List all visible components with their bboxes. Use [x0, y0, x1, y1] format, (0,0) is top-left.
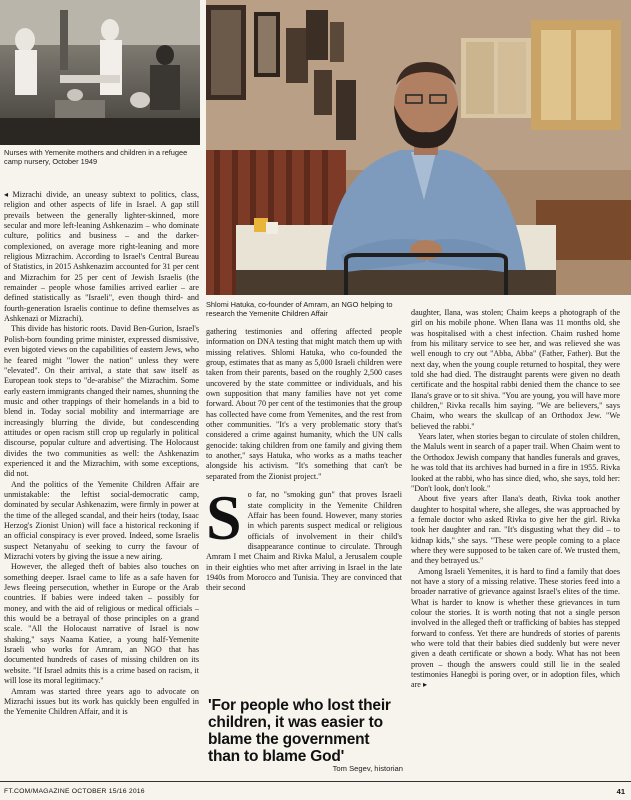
nursery-photo [0, 0, 200, 145]
col1-paragraph-3: And the politics of the Yemenite Children Affair are unmistakable: the leftist social-democratic camp, dominated by secular Ashkenazim, were firmly in power at the time of the alleged scandal, and their heirs (today, Isaac Herzog's Zionist Union) will face a historical reckoning if an official conspiracy is ever proved. Indeed, some Israelis suspect Netanyahu of seeking to curry the favour of Mizrachi voters by giving the issue a new airing. [4, 479, 199, 562]
page-number: 41 [616, 787, 625, 796]
col3-paragraph-3: About five years after Ilana's death, Rivka took another daughter to hospital where, she alleges, she was approached by a female doctor who asked Rivka to give her the girl. Rivka took her daughter and ran. "It's disgusting what they did – to kidnap kids," she says. "These were people coming to a place where they were supposed to be taken care of. We trusted them, and they betrayed us." [411, 494, 620, 566]
drop-cap: S [206, 482, 242, 554]
footer-rule [0, 781, 631, 782]
body-column-3 [411, 308, 620, 691]
nursery-photo-art [0, 0, 200, 145]
body-column-1 [4, 190, 199, 718]
col2-paragraph-1: gathering testimonies and offering affected people information on DNA testing that might match them up with missing relatives. Shlomi Hatuka, who co-founded the group, estimates that as many as 5,000 Israeli children were taken from their parents, based on the roughly 2,500 cases uncovered by the state committee or individuals, and his own supposition that many families have not yet come forward. About 70 per cent of the testimonies that the group has collected have come from Yemenites, and the rest from other communities. "It's a very problematic story that's considered a crime against humanity, which the UN calls genocide: taking children from one family and giving them to another," says Hatuka, who works as a maths teacher alongside his activism. "It's something that can't be separated from the Zionist project." [206, 327, 402, 481]
col2-section-text: o far, no "smoking gun" that proves Israeli state complicity in the Yemenite Children Affair has been found. However, many stories in which parents suspect medical or religious officials of involvement in their child's disappearance continue to circulate. Through Amram I met Chaim and Rivka Malul, a Jerusalem couple in their eighties who met after arriving in Israel in the late 1940s from Morocco and Tunisia. They are convinced that their second [206, 490, 402, 593]
col1-paragraph-1: ◂ Mizrachi divide, an uneasy subtext to politics, class, religion and other aspects of life in Israel. A gap still prevails between the generally lighter-skinned, more secular and more left-leaning Ashkenazim – who dominate culture, politics and business – and the darker-complexioned, on average more right-leaning and more religious Mizrachim. According to Israel's Central Bureau of Statistics, in 2015 Ashkenazim accounted for 31 per cent and Mizrachim for 25 per cent of Jewish Israelis (the remainder – people whose families arrived earlier – are defined statistically as "Israeli", even though third- and fourth-generation Israelis continue to define themselves as Ashkenazi or Mizrachi). [4, 190, 199, 324]
col1-paragraph-2: This divide has historic roots. David Ben-Gurion, Israel's Polish-born founding prime minister, expressed dismissive, even bigoted views on the capabilities of eastern Jews, who he feared might "lower the nation" unless they were "elevated". On their arrival, a state that saw itself as European took steps to "de-arabise" the Mizrachim. Some early eastern immigrants changed their names, shunning the music and other trappings of their homelands in a bid to blend in. Today social mobility and intermarriage are increasingly blurring the divide, but condescending attitudes or open racism still crop up regularly in political discourse, popular culture and advertising. The Holocaust divides the two communities as well: the Ashkenazim experienced it and the Mizrachim, with some exceptions, did not. [4, 324, 199, 479]
col3-paragraph-4: Among Israeli Yemenites, it is hard to find a family that does not have a story of a missing relative. These stories feed into a broader narrative of grievance against Israel's elites of the time. What is harder to know is whether these grievances in turn colour the stories. It is worth noting that not a single person involved in the alleged theft or trafficking of babies has stepped forward to confess. Yet there are hundreds of stories of parents who were told that their babies died suddenly but were never given a death certificate or shown a body. What has not been proven – though the answers could still lie in the sealed testimonies Hanegbi is poring over, or in adoption files, which are ▸ [411, 566, 620, 690]
col3-paragraph-2: Years later, when stories began to circulate of stolen children, the Maluls went in search of a paper trail. When Chaim went to the Orthodox Jewish company that handles funerals and graves, he was told that its archives had burned in a fire in 1955. Rivka looked at the rabbi, who has since died, who, she says, told her: "Don't look, don't look." [411, 432, 620, 493]
body-column-2 [206, 327, 402, 594]
hatuka-portrait-art [206, 0, 631, 295]
col3-paragraph-1: daughter, Ilana, was stolen; Chaim keeps a photograph of the girl on his mobile phone. When Ilana was 11 months old, she was hospitalised with a chest infection. Chaim rushed home from his military service to see her, and was relieved she was well enough to cry out "Abba, Abba" (Father, Father). But the next day, when the young couple returned to hospital, they were told she had died. The distraught parents were given no death certificate and the hospital rabbi denied them the chance to see Ilana's grave or to sit shiva. "You are young, you will have more children," Rivka recalls him saying. "We are believers," says Chaim, who wears the skullcap of an Orthodox Jew. "We believed the rabbi." [411, 308, 620, 431]
pull-quote: 'For people who lost their children, it was easier to blame the government than to blame God' [208, 697, 391, 765]
col1-paragraph-5: Amram was started three years ago to advocate on Mizrachi issues but its work has quickly been engulfed in the Yemenite Children Affair, and it is [4, 686, 199, 717]
nursery-caption: Nurses with Yemenite mothers and children in a refugee camp nursery, October 1949 [4, 148, 188, 166]
col1-paragraph-4: However, the alleged theft of babies also touches on something deeper. Israel came to life as a safe haven for Jews fleeing persecution, whether in Europe or the Arab countries. If babies were indeed taken – possibly for money, and with the aid of religious or medical officials – this would be a betrayal of those principles on a grand scale. "All the Holocaust narrative of Israel is now shaking," says Naama Katiee, a young half-Yemenite Israeli who works for Amram, an NGO that has documented hundreds of cases of missing children on its website. "If Israel admits this is a crime based on racism, it will lose its moral legitimacy." [4, 562, 199, 686]
footer-publication-line: FT.COM/MAGAZINE OCTOBER 15/16 2016 [4, 788, 145, 795]
hatuka-portrait-photo [206, 0, 631, 295]
pull-quote-attribution: Tom Segev, historian [332, 764, 403, 773]
hatuka-caption: Shlomi Hatuka, co-founder of Amram, an NGO helping to research the Yemenite Children Affair [206, 300, 393, 318]
col2-section-paragraph [206, 482, 402, 593]
